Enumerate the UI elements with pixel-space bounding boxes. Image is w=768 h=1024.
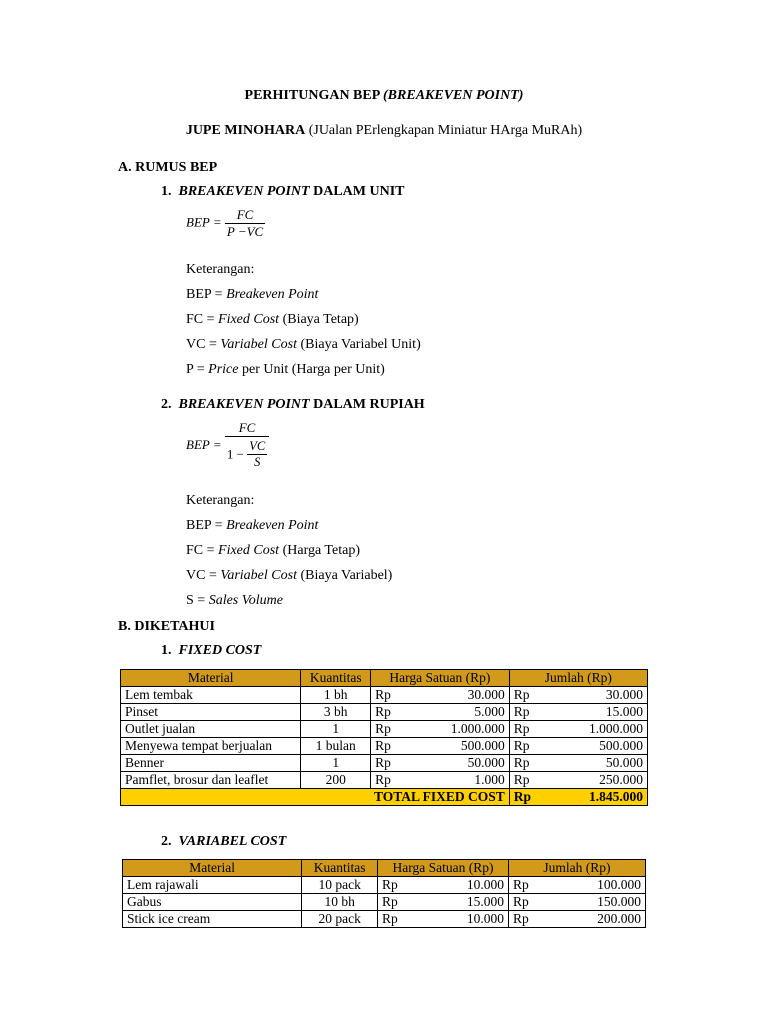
variable-cost-table	[122, 859, 646, 928]
col-header-total: Jumlah (Rp)	[509, 670, 647, 687]
table-header	[121, 670, 648, 687]
unit-def-2: VC = Variabel Cost (Biaya Variabel Unit)	[186, 337, 421, 352]
section-a-heading: A. RUMUS BEP	[118, 160, 218, 175]
table-row: Benner 1 Rp 50.000 Rp 50.000	[121, 755, 648, 772]
inner-numerator: VC	[249, 439, 266, 453]
rupiah-def-2: VC = Variabel Cost (Biaya Variabel)	[186, 568, 393, 583]
unit-heading-rest: DALAM UNIT	[313, 184, 405, 199]
unit-heading-num: 1.	[161, 184, 172, 199]
total-currency: Rp	[509, 789, 535, 806]
table-row: Lem tembak 1 bh Rp 30.000 Rp 30.000	[121, 687, 648, 704]
inner-denominator: S	[247, 454, 267, 470]
unit-def-0: BEP = Breakeven Point	[186, 287, 319, 302]
table-row: Outlet jualan 1 Rp 1.000.000 Rp 1.000.000	[121, 721, 648, 738]
total-label: TOTAL FIXED COST	[121, 789, 510, 806]
formula-denominator: P −VC	[226, 224, 264, 239]
subtitle	[0, 123, 768, 139]
variable-cost-heading: 2. VARIABEL COST	[161, 834, 287, 849]
rupiah-heading-italic: BREAKEVEN POINT	[178, 397, 310, 412]
table-row: Menyewa tempat berjualan 1 bulan Rp 500.000 Rp 500.000	[121, 738, 648, 755]
table-row: Pinset 3 bh Rp 5.000 Rp 15.000	[121, 704, 648, 721]
total-row	[121, 789, 648, 806]
table-row: Gabus 10 bh Rp 15.000 Rp 150.000	[123, 894, 646, 911]
unit-def-3: P = Price per Unit (Harga per Unit)	[186, 362, 385, 377]
formula-numerator: FC	[236, 207, 254, 222]
rupiah-keterangan: Keterangan:	[186, 493, 255, 508]
formula-numerator: FC	[238, 420, 256, 435]
fixed-cost-heading: 1. FIXED COST	[161, 643, 262, 658]
col-header-qty: Kuantitas	[301, 670, 371, 687]
formula-fraction	[225, 420, 269, 470]
formula-lhs: BEP =	[186, 437, 222, 452]
rupiah-heading-num: 2.	[161, 397, 172, 412]
formula-fraction	[225, 207, 265, 240]
section-b-heading: B. DIKETAHUI	[118, 619, 215, 634]
table-row: Stick ice cream 20 pack Rp 10.000 Rp 200.000	[123, 911, 646, 928]
unit-def-1: FC = Fixed Cost (Biaya Tetap)	[186, 312, 359, 327]
total-value: 1.845.000	[535, 789, 648, 806]
table-row: Lem rajawali 10 pack Rp 10.000 Rp 100.000	[123, 877, 646, 894]
col-header-material: Material	[123, 860, 302, 877]
col-header-total: Jumlah (Rp)	[508, 860, 645, 877]
fixed-cost-table	[120, 669, 648, 806]
col-header-material: Material	[121, 670, 301, 687]
formula-lhs: BEP =	[186, 214, 222, 230]
subtitle-name: JUPE MINOHARA	[185, 123, 306, 138]
rupiah-heading-rest: DALAM RUPIAH	[313, 397, 425, 412]
col-header-qty: Kuantitas	[302, 860, 378, 877]
unit-keterangan: Keterangan:	[186, 262, 255, 277]
unit-heading-italic: BREAKEVEN POINT	[178, 184, 310, 199]
bep-rupiah-formula	[186, 420, 269, 470]
col-header-price: Harga Satuan (Rp)	[371, 670, 510, 687]
rupiah-def-3: S = Sales Volume	[186, 593, 283, 608]
table-row: Pamflet, brosur dan leaflet 200 Rp 1.000 Rp 250.000	[121, 772, 648, 789]
page-title	[0, 88, 768, 104]
title-paren: (BREAKEVEN POINT)	[383, 88, 524, 103]
rupiah-heading	[161, 397, 425, 413]
title-main: PERHITUNGAN BEP	[244, 88, 380, 103]
col-header-price: Harga Satuan (Rp)	[378, 860, 509, 877]
formula-denominator: 1 − $\frac{VC}{S}$	[225, 436, 269, 470]
subtitle-desc: (JUalan PErlengkapan Miniatur HArga MuRAh)	[308, 123, 583, 138]
rupiah-def-1: FC = Fixed Cost (Harga Tetap)	[186, 543, 360, 558]
rupiah-def-0: BEP = Breakeven Point	[186, 518, 319, 533]
table-header	[123, 860, 646, 877]
unit-heading	[161, 184, 404, 200]
bep-unit-formula	[186, 207, 265, 240]
